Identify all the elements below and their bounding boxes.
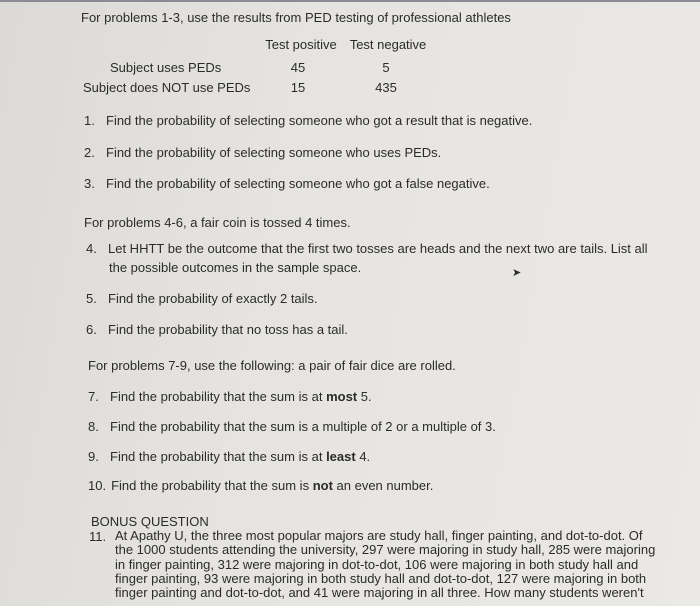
question-9: [88, 449, 370, 464]
question-text: Find the probability that no toss has a tail.: [108, 322, 348, 337]
question-6: [86, 322, 348, 337]
question-7: [88, 389, 372, 404]
question-line: finger painting, 93 were majoring in both study hall and dot-to-dot, 127 were majoring in both: [115, 570, 647, 586]
question-text: Find the probability of exactly 2 tails.: [108, 291, 318, 306]
table-cell: 15: [290, 80, 306, 95]
question-text: Find the probability that the sum is a multiple of 2 or a multiple of 3.: [110, 419, 496, 434]
table-header-negative: Test negative: [349, 37, 427, 52]
question-2: [84, 145, 441, 160]
question-number: 4.: [86, 241, 97, 256]
question-number: 5.: [86, 291, 97, 306]
question-5: [86, 291, 318, 306]
question-line: finger painting and dot-to-dot, and 41 were majoring in all three. How many students weren't: [115, 585, 644, 601]
question-line: the 1000 students attending the university, 297 were majoring in study hall, 285 were majoring: [115, 542, 656, 558]
question-text: 4.: [355, 449, 371, 464]
table-cell: 435: [375, 80, 397, 95]
question-10: [88, 478, 433, 493]
question-3: [84, 176, 490, 191]
question-number: 1.: [84, 113, 95, 128]
question-text: Find the probability that the sum is at: [110, 449, 327, 464]
emphasis: least: [326, 449, 356, 464]
question-number: 9.: [88, 449, 99, 464]
bonus-title: BONUS QUESTION: [91, 514, 209, 529]
question-line: At Apathy U, the three most popular majors are study hall, finger painting, and dot-to-dot. Of: [115, 528, 643, 543]
question-number: 6.: [86, 322, 97, 337]
section3-intro: For problems 7-9, use the following: a pair of fair dice are rolled.: [88, 358, 456, 373]
question-text: Find the probability that the sum is: [111, 478, 313, 493]
question-number: 10.: [88, 478, 107, 493]
photo-edge: [0, 0, 700, 2]
question-text: Find the probability of selecting someone who got a result that is negative.: [106, 113, 533, 128]
question-text: Let HHTT be the outcome that the first two tosses are heads and the next two are tails. List all: [108, 241, 648, 256]
question-line: in finger painting, 312 were majoring in dot-to-dot, 106 were majoring in both study hall and: [115, 556, 639, 572]
table-cell: 45: [290, 60, 306, 75]
table-row-label: Subject does NOT use PEDs: [83, 80, 251, 95]
question-text: Find the probability of selecting someone who got a false negative.: [106, 176, 490, 191]
question-number: 3.: [84, 176, 95, 191]
question-text: Find the probability that the sum is at: [110, 389, 327, 404]
question-1: [84, 113, 532, 128]
section2-intro: For problems 4-6, a fair coin is tossed 4 times.: [84, 215, 351, 230]
section1-intro: For problems 1-3, use the results from PED testing of professional athletes: [81, 10, 511, 25]
emphasis: not: [312, 478, 333, 493]
cursor-arrow-icon: ➤: [512, 267, 522, 279]
question-number: 7.: [88, 389, 99, 404]
question-number: 2.: [84, 145, 95, 160]
question-number: 8.: [88, 419, 99, 434]
question-4: [86, 241, 648, 256]
emphasis: most: [326, 389, 358, 404]
table-cell: 5: [382, 60, 390, 75]
table-row-label: Subject uses PEDs: [110, 60, 222, 75]
question-text: 5.: [357, 389, 372, 404]
question-11-number: 11.: [89, 529, 107, 544]
question-4-continued: the possible outcomes in the sample space.: [109, 260, 362, 275]
table-header-positive: Test positive: [265, 37, 337, 52]
question-text: an even number.: [332, 478, 434, 493]
question-text: Find the probability of selecting someone who uses PEDs.: [106, 145, 442, 160]
question-11: [115, 529, 655, 600]
question-8: [88, 419, 496, 434]
